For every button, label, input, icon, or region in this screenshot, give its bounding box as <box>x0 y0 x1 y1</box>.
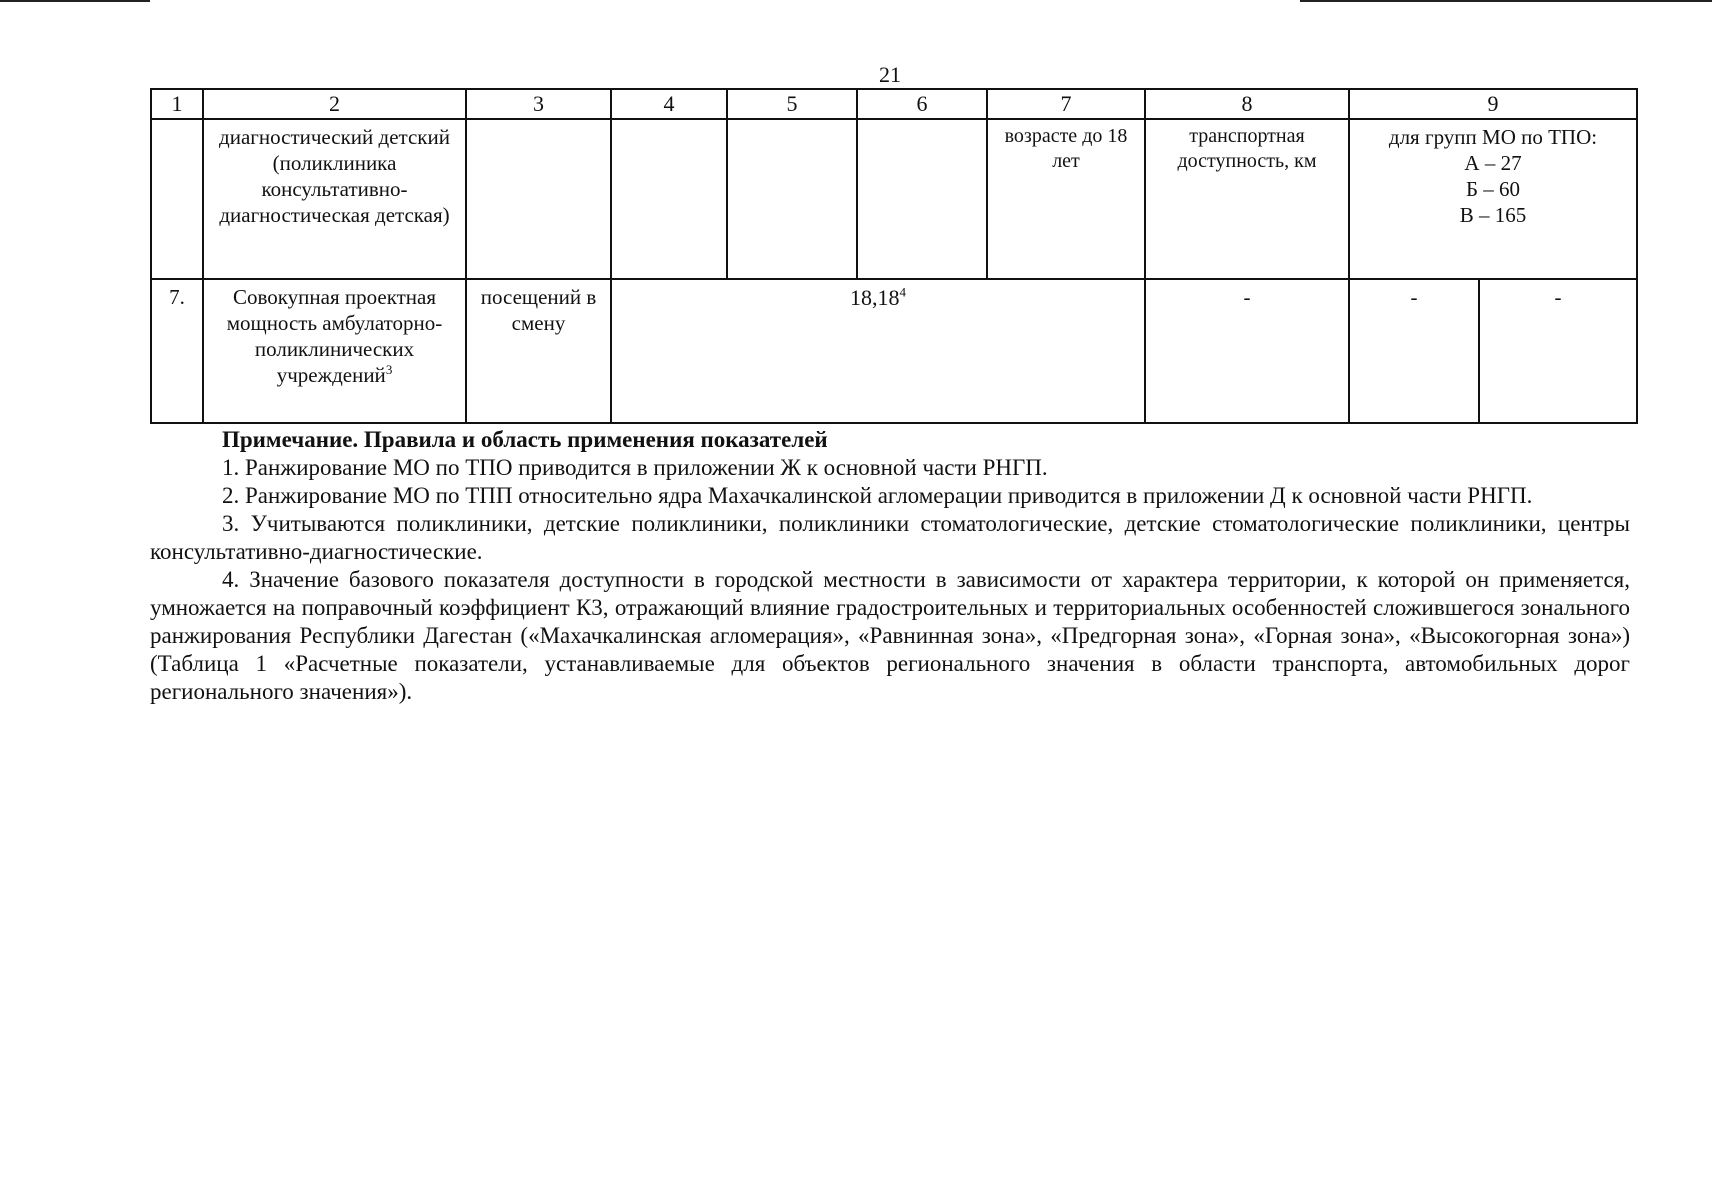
notes-title: Примечание. Правила и область применения показателей <box>222 427 828 452</box>
table-row <box>151 119 1637 279</box>
header-cell: 6 <box>857 89 987 119</box>
accessibility-cell: транспортная доступность, км <box>1145 119 1349 279</box>
notes-section <box>150 426 1630 706</box>
table-row <box>151 279 1637 423</box>
note-item: 2. Ранжирование МО по ТПП относительно ядра Махачкалинской агломерации приводится в приложении Д к основной части РНГП. <box>222 483 1533 508</box>
accessibility-cell: - <box>1145 279 1349 423</box>
indicators-table <box>150 88 1638 424</box>
table-header-row <box>151 89 1637 119</box>
value-cell <box>611 119 727 279</box>
groups-intro: для групп МО по ТПО: <box>1388 124 1598 149</box>
unit-cell: посещений в смену <box>466 279 611 423</box>
indicator-name-cell <box>203 279 466 423</box>
header-cell: 3 <box>466 89 611 119</box>
group-a-value: А – 27 <box>1464 150 1522 175</box>
note-item: 1. Ранжирование МО по ТПО приводится в приложении Ж к основной части РНГП. <box>222 455 1048 480</box>
header-cell: 1 <box>151 89 203 119</box>
note-item: 3. Учитываются поликлиники, детские поликлиники, поликлиники стоматологические, детские стоматологические поликлиники, центры консультативно-диагностические. <box>150 511 1630 564</box>
groups-cell <box>1349 119 1637 279</box>
indicator-name-text: Совокупная проектная мощность амбулаторно-поликлинических учреждений <box>226 284 443 388</box>
value-cell <box>857 119 987 279</box>
header-cell: 5 <box>727 89 857 119</box>
row-number-cell: 7. <box>151 279 203 423</box>
header-cell: 8 <box>1145 89 1349 119</box>
group-c-value: В – 165 <box>1459 203 1527 228</box>
unit-cell <box>466 119 611 279</box>
note-item: 4. Значение базового показателя доступности в городской местности в зависимости от характера территории, к которой он применяется, умножается на поправочный коэффициент К3, отражающий влияние градостроительных и территориальных особенностей сложившегося зонального ранжирования Республики Дагестан («Махачкалинская агломерация», «Равнинная зона», «Предгорная зона», «Горная зона», «Высокогорная зона») (Таблица 1 «Расчетные показатели, устанавливаемые для объектов регионального значения в области транспорта, автомобильных дорог регионального значения»). <box>150 567 1630 704</box>
scan-edge-line-right <box>1300 0 1712 2</box>
indicator-name-cell: диагностический детский (поликлиника консультативно-диагностическая детская) <box>203 119 466 279</box>
group-b-value: Б – 60 <box>1465 177 1521 201</box>
group-value-cell: - <box>1349 279 1479 423</box>
row-number-cell <box>151 119 203 279</box>
value-cell <box>611 279 1145 423</box>
header-cell: 2 <box>203 89 466 119</box>
page-number: 21 <box>879 62 901 87</box>
header-cell: 4 <box>611 89 727 119</box>
scan-edge-line-left <box>0 0 150 2</box>
header-cell: 9 <box>1349 89 1637 119</box>
capacity-value: 18,18 <box>850 284 900 310</box>
header-cell: 7 <box>987 89 1145 119</box>
age-cell: возрасте до 18 лет <box>987 119 1145 279</box>
footnote-ref: 4 <box>899 284 906 300</box>
group-value-cell: - <box>1479 279 1637 423</box>
value-cell <box>727 119 857 279</box>
footnote-ref: 3 <box>385 362 393 378</box>
